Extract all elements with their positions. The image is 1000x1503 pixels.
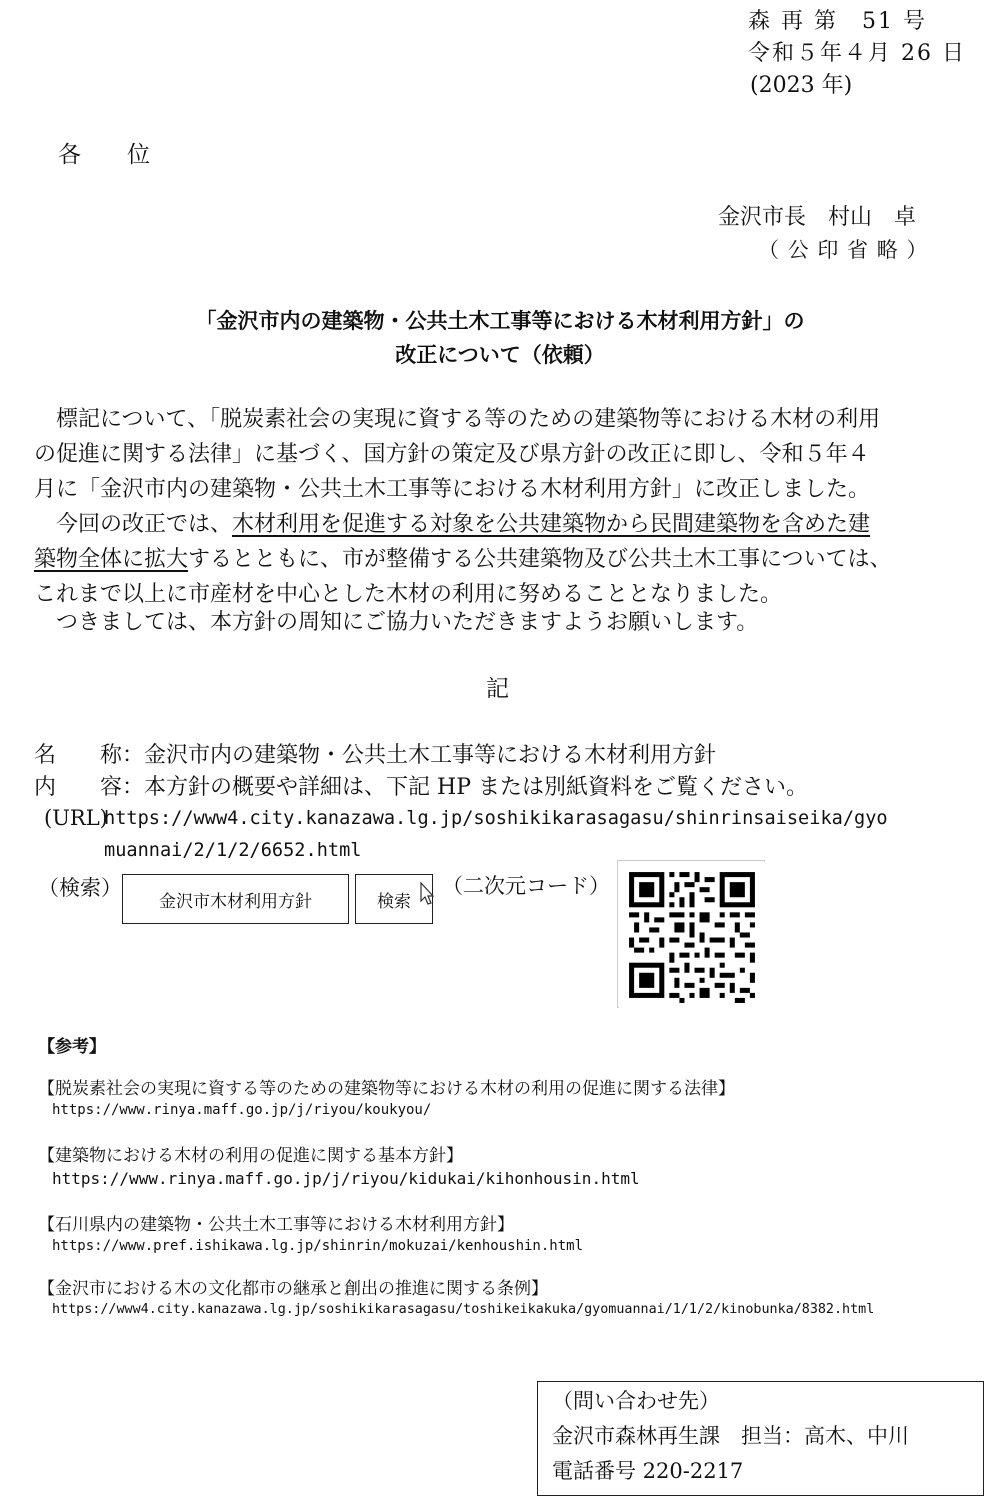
addressee: 各 位 <box>58 142 150 168</box>
body-p1-line2: の促進に関する法律」に基づく、国方針の策定及び県方針の改正に即し、令和５年４ <box>34 442 870 467</box>
search-query-text: 金沢市木材利用方針 <box>159 891 312 912</box>
body-p3-line1: つきましては、本方針の周知にご協力いただきますようお願いします。 <box>56 610 759 635</box>
qr-label: （二次元コード） <box>442 874 610 898</box>
body-p2-text: するとともに、市が整備する公共建築物及び公共土木工事については、 <box>188 547 892 572</box>
reference-title: 【建築物における木材の利用の促進に関する基本方針】 <box>38 1146 463 1166</box>
body-p2-underlined-text: 木材利用を促進する対象を公共建築物から民間建築物を含めた建 <box>232 512 871 537</box>
document-title-line2: 改正について（依頼） <box>395 343 605 367</box>
body-p1-line1: 標記について、「脱炭素社会の実現に資する等のための建築物等における木材の利用 <box>56 407 881 432</box>
detail-name-value: 金沢市内の建築物・公共土木工事等における木材利用方針 <box>144 743 717 768</box>
body-p2-underlined-text: 築物全体に拡大 <box>34 547 189 572</box>
references-heading: 【参考】 <box>38 1037 106 1057</box>
contact-phone: 電話番号 220-2217 <box>552 1459 744 1483</box>
seal-note: （ 公 印 省 略 ） <box>758 238 929 262</box>
qr-code-icon <box>619 862 765 1008</box>
document-number: 森 再 第 51 号 <box>748 9 927 34</box>
reference-url[interactable]: https://www.rinya.maff.go.jp/j/riyou/kidukai/kihonhousin.html <box>52 1169 640 1188</box>
body-p1-line3: 月に「金沢市内の建築物・公共土木工事等における木材利用方針」に改正しました。 <box>34 477 871 502</box>
ki-heading: 記 <box>486 676 509 702</box>
search-button-text: 検索 <box>377 891 411 912</box>
reference-title: 【脱炭素社会の実現に資する等のための建築物等における木材の利用の促進に関する法律】 <box>38 1079 735 1099</box>
detail-name-label: 名 称： <box>34 743 145 768</box>
body-p2-text: 今回の改正では、 <box>56 512 233 537</box>
url-link-line1[interactable]: https://www4.city.kanazawa.lg.jp/soshikikarasagasu/shinrinsaiseika/gyo <box>104 808 888 829</box>
reference-url[interactable]: https://www.rinya.maff.go.jp/j/riyou/koukyou/ <box>52 1102 432 1118</box>
reference-title: 【石川県内の建築物・公共土木工事等における木材利用方針】 <box>38 1215 514 1235</box>
reference-url[interactable]: https://www4.city.kanazawa.lg.jp/soshikikarasagasu/toshikeikakuka/gyomuannai/1/1/2/kinobunka/8382.html <box>52 1302 875 1317</box>
body-p2-line3: これまで以上に市産材を中心とした木材の利用に努めることとなりました。 <box>34 582 783 607</box>
body-p2-line1 <box>56 507 870 538</box>
reference-url[interactable]: https://www.pref.ishikawa.lg.jp/shinrin/mokuzai/kenhoushin.html <box>52 1238 584 1254</box>
detail-content-label: 内 容： <box>34 775 145 800</box>
reference-title: 【金沢市における木の文化都市の継承と創出の推進に関する条例】 <box>38 1279 548 1299</box>
url-label: (URL) <box>44 806 108 830</box>
body-p2-line2 <box>34 542 892 573</box>
qr-code-image <box>617 860 765 1008</box>
document-year: (2023 年) <box>750 73 853 98</box>
document-date: 令和５年４月 26 日 <box>748 41 966 66</box>
search-label: （検索） <box>38 876 122 900</box>
detail-name-row <box>34 738 716 769</box>
url-link-line2[interactable]: muannai/2/1/2/6652.html <box>104 840 362 861</box>
mouse-pointer-icon <box>420 882 434 906</box>
search-query-box <box>122 874 349 924</box>
document-title-line1: 「金沢市内の建築物・公共土木工事等における木材利用方針」の <box>195 309 805 333</box>
sender-name: 金沢市長 村山 卓 <box>718 205 917 230</box>
contact-heading: （問い合わせ先） <box>552 1389 720 1413</box>
contact-department: 金沢市森林再生課 担当：高木、中川 <box>552 1424 909 1448</box>
contact-box <box>537 1381 984 1496</box>
detail-content-value: 本方針の概要や詳細は、下記 HP または別紙資料をご覧ください。 <box>144 775 808 800</box>
detail-content-row <box>34 770 808 801</box>
